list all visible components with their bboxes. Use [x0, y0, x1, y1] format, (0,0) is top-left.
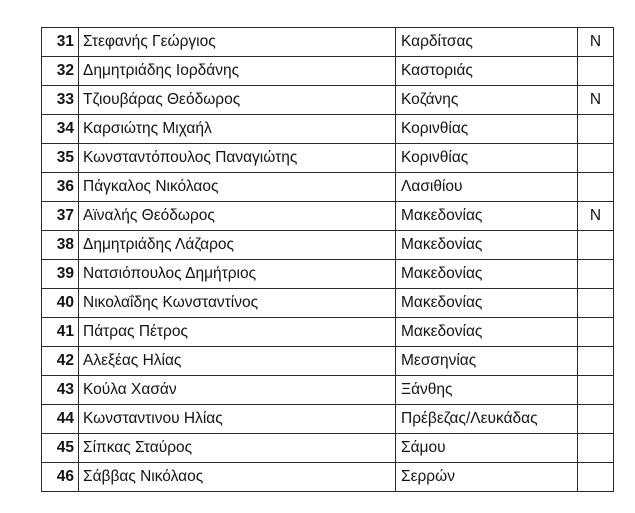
- table-row: [42, 434, 614, 463]
- region-cell: Μεσσηνίας: [396, 347, 578, 376]
- table-row: [42, 405, 614, 434]
- mark-cell: [578, 173, 614, 202]
- mark-cell: [578, 376, 614, 405]
- table-row: [42, 144, 614, 173]
- member-name-cell: Αϊναλής Θεόδωρος: [79, 202, 396, 231]
- region-cell: Λασιθίου: [396, 173, 578, 202]
- table-row: [42, 86, 614, 115]
- row-number-cell: 32: [42, 57, 79, 86]
- member-name-cell: Πάτρας Πέτρος: [79, 318, 396, 347]
- region-cell: Κοζάνης: [396, 86, 578, 115]
- table-row: [42, 318, 614, 347]
- region-cell: Ξάνθης: [396, 376, 578, 405]
- region-cell: Κορινθίας: [396, 115, 578, 144]
- member-name-cell: Πάγκαλος Νικόλαος: [79, 173, 396, 202]
- mark-cell: Ν: [578, 86, 614, 115]
- row-number-cell: 34: [42, 115, 79, 144]
- region-cell: Μακεδονίας: [396, 202, 578, 231]
- table-row: [42, 57, 614, 86]
- row-number-cell: 41: [42, 318, 79, 347]
- region-cell: Μακεδονίας: [396, 289, 578, 318]
- mark-cell: [578, 289, 614, 318]
- mark-cell: [578, 318, 614, 347]
- row-number-cell: 43: [42, 376, 79, 405]
- table-row: [42, 347, 614, 376]
- member-name-cell: Κούλα Χασάν: [79, 376, 396, 405]
- row-number-cell: 39: [42, 260, 79, 289]
- member-name-cell: Νικολαΐδης Κωνσταντίνος: [79, 289, 396, 318]
- row-number-cell: 42: [42, 347, 79, 376]
- row-number-cell: 35: [42, 144, 79, 173]
- region-cell: Κορινθίας: [396, 144, 578, 173]
- members-table: [41, 27, 614, 492]
- row-number-cell: 36: [42, 173, 79, 202]
- member-name-cell: Σίπκας Σταύρος: [79, 434, 396, 463]
- mark-cell: [578, 347, 614, 376]
- table-row: [42, 115, 614, 144]
- row-number-cell: 33: [42, 86, 79, 115]
- table-row: [42, 376, 614, 405]
- member-name-cell: Καρσιώτης Μιχαήλ: [79, 115, 396, 144]
- member-name-cell: Στεφανής Γεώργιος: [79, 28, 396, 57]
- region-cell: Μακεδονίας: [396, 318, 578, 347]
- table-row: [42, 289, 614, 318]
- region-cell: Μακεδονίας: [396, 231, 578, 260]
- mark-cell: [578, 434, 614, 463]
- mark-cell: [578, 260, 614, 289]
- mark-cell: [578, 115, 614, 144]
- region-cell: Σάμου: [396, 434, 578, 463]
- member-name-cell: Νατσιόπουλος Δημήτριος: [79, 260, 396, 289]
- member-name-cell: Δημητριάδης Λάζαρος: [79, 231, 396, 260]
- member-name-cell: Αλεξέας Ηλίας: [79, 347, 396, 376]
- mark-cell: [578, 144, 614, 173]
- row-number-cell: 45: [42, 434, 79, 463]
- member-name-cell: Κωνσταντόπουλος Παναγιώτης: [79, 144, 396, 173]
- mark-cell: Ν: [578, 202, 614, 231]
- member-name-cell: Δημητριάδης Ιορδάνης: [79, 57, 396, 86]
- row-number-cell: 46: [42, 463, 79, 492]
- member-name-cell: Κωνσταντινου Ηλίας: [79, 405, 396, 434]
- table-row: [42, 28, 614, 57]
- region-cell: Πρέβεζας/Λευκάδας: [396, 405, 578, 434]
- region-cell: Καρδίτσας: [396, 28, 578, 57]
- mark-cell: [578, 405, 614, 434]
- region-cell: Μακεδονίας: [396, 260, 578, 289]
- table-row: [42, 260, 614, 289]
- members-table-body: [42, 28, 614, 492]
- region-cell: Καστοριάς: [396, 57, 578, 86]
- table-row: [42, 463, 614, 492]
- row-number-cell: 44: [42, 405, 79, 434]
- table-row: [42, 202, 614, 231]
- mark-cell: Ν: [578, 28, 614, 57]
- row-number-cell: 31: [42, 28, 79, 57]
- region-cell: Σερρών: [396, 463, 578, 492]
- row-number-cell: 38: [42, 231, 79, 260]
- mark-cell: [578, 57, 614, 86]
- member-name-cell: Τζιουβάρας Θεόδωρος: [79, 86, 396, 115]
- table-row: [42, 173, 614, 202]
- mark-cell: [578, 463, 614, 492]
- member-name-cell: Σάββας Νικόλαος: [79, 463, 396, 492]
- table-row: [42, 231, 614, 260]
- row-number-cell: 40: [42, 289, 79, 318]
- mark-cell: [578, 231, 614, 260]
- row-number-cell: 37: [42, 202, 79, 231]
